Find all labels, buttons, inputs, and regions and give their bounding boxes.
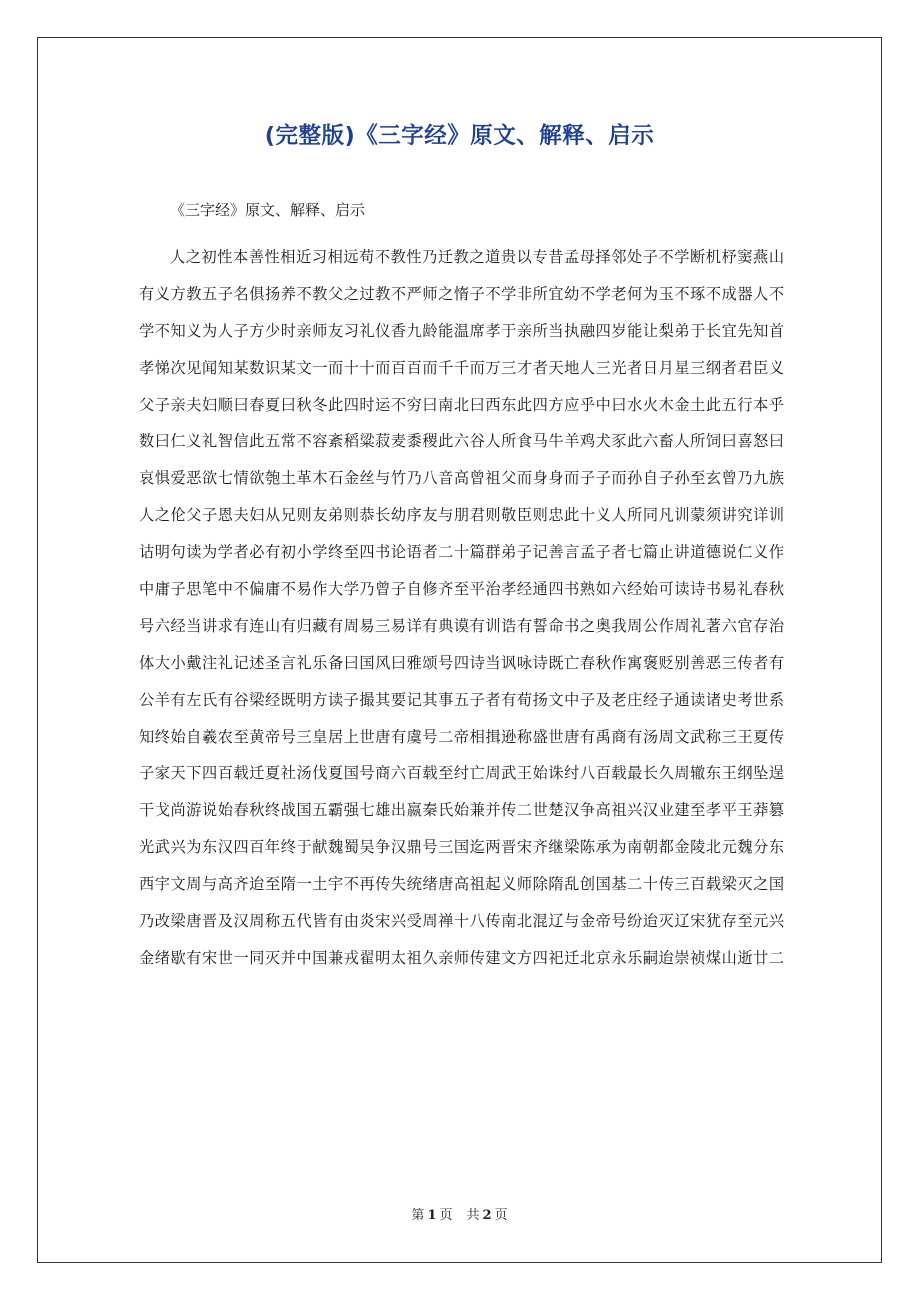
current-page-number: 1 [427, 1208, 437, 1223]
body-line: 学不知义为人子方少时亲师友习礼仪香九龄能温席孝于亲所当执融四岁能让梨弟于长宜先知首 [139, 321, 784, 340]
page-prefix: 第 [411, 1208, 425, 1223]
total-unit: 页 [494, 1208, 508, 1223]
body-line: 西宇文周与高齐迨至隋一土宇不再传失统绪唐高祖起义师除隋乱创国基二十传三百载梁灭之国 [139, 875, 784, 894]
body-line: 干戈尚游说始春秋终战国五霸强七雄出嬴秦氏始兼并传二世楚汉争高祖兴汉业建至孝平王莽篡 [139, 801, 784, 820]
body-line: 中庸子思笔中不偏庸不易作大学乃曾子自修齐至平治孝经通四书熟如六经始可读诗书易礼春秋 [139, 580, 784, 599]
total-prefix: 共 [466, 1208, 480, 1223]
body-line: 知终始自羲农至黄帝号三皇居上世唐有虞号二帝相揖逊称盛世唐有禹商有汤周文武称三王夏传 [139, 727, 784, 746]
body-line: 孝悌次见闻知某数识某文一而十十而百百而千千而万三才者天地人三光者日月星三纲者君臣义 [139, 358, 784, 377]
body-line: 子家天下四百载迁夏社汤伐夏国号商六百载至纣亡周武王始诛纣八百载最长久周辙东王纲坠逞 [139, 764, 784, 783]
body-line: 金绪歇有宋世一同灭并中国兼戎翟明太祖久亲师传建文方四祀迁北京永乐嗣迨崇祯煤山逝廿二 [139, 948, 784, 967]
body-line: 父子亲夫妇顺曰春夏曰秋冬此四时运不穷曰南北曰西东此四方应乎中曰水火木金土此五行本乎 [139, 395, 784, 414]
total-pages-number: 2 [482, 1208, 492, 1223]
body-line: 乃改梁唐晋及汉周称五代皆有由炎宋兴受周禅十八传南北混辽与金帝号纷迨灭辽宋犹存至元兴 [139, 912, 784, 931]
body-line: 哀惧爱恶欲七情欲匏土革木石金丝与竹乃八音高曾祖父而身身而子子而孙自子孙至玄曾乃九族 [139, 469, 784, 488]
body-text [139, 245, 784, 983]
body-line: 号六经当讲求有连山有归藏有周易三易详有典谟有训诰有誓命书之奥我周公作周礼著六官存治 [139, 616, 784, 635]
body-line: 公羊有左氏有谷梁经既明方读子撮其要记其事五子者有荀扬文中子及老庄经子通读诸史考世系 [139, 690, 784, 709]
body-line: 数曰仁义礼智信此五常不容紊稻粱菽麦黍稷此六谷人所食马牛羊鸡犬豕此六畜人所饲曰喜怒曰 [139, 432, 784, 451]
body-line: 体大小戴注礼记述圣言礼乐备曰国风曰雅颂号四诗当讽咏诗既亡春秋作寓褒贬别善恶三传者有 [139, 653, 784, 672]
document-title: (完整版)《三字经》原文、解释、启示 [264, 123, 655, 149]
document-subtitle: 《三字经》原文、解释、启示 [170, 201, 366, 219]
body-line: 人之初性本善性相近习相远苟不教性乃迁教之道贵以专昔孟母择邻处子不学断机杼窦燕山 [170, 248, 784, 266]
page-unit: 页 [439, 1208, 453, 1223]
body-line: 有义方教五子名俱扬养不教父之过教不严师之惰子不学非所宜幼不学老何为玉不琢不成器人不 [139, 284, 784, 303]
page-footer [37, 1206, 882, 1226]
body-line: 人之伦父子恩夫妇从兄则友弟则恭长幼序友与朋君则敬臣则忠此十义人所同凡训蒙须讲究详训 [139, 506, 784, 525]
body-line: 光武兴为东汉四百年终于献魏蜀吴争汉鼎号三国迄两晋宋齐继梁陈承为南朝都金陵北元魏分东 [139, 838, 784, 857]
body-line: 诂明句读为学者必有初小学终至四书论语者二十篇群弟子记善言孟子者七篇止讲道德说仁义作 [139, 543, 784, 562]
